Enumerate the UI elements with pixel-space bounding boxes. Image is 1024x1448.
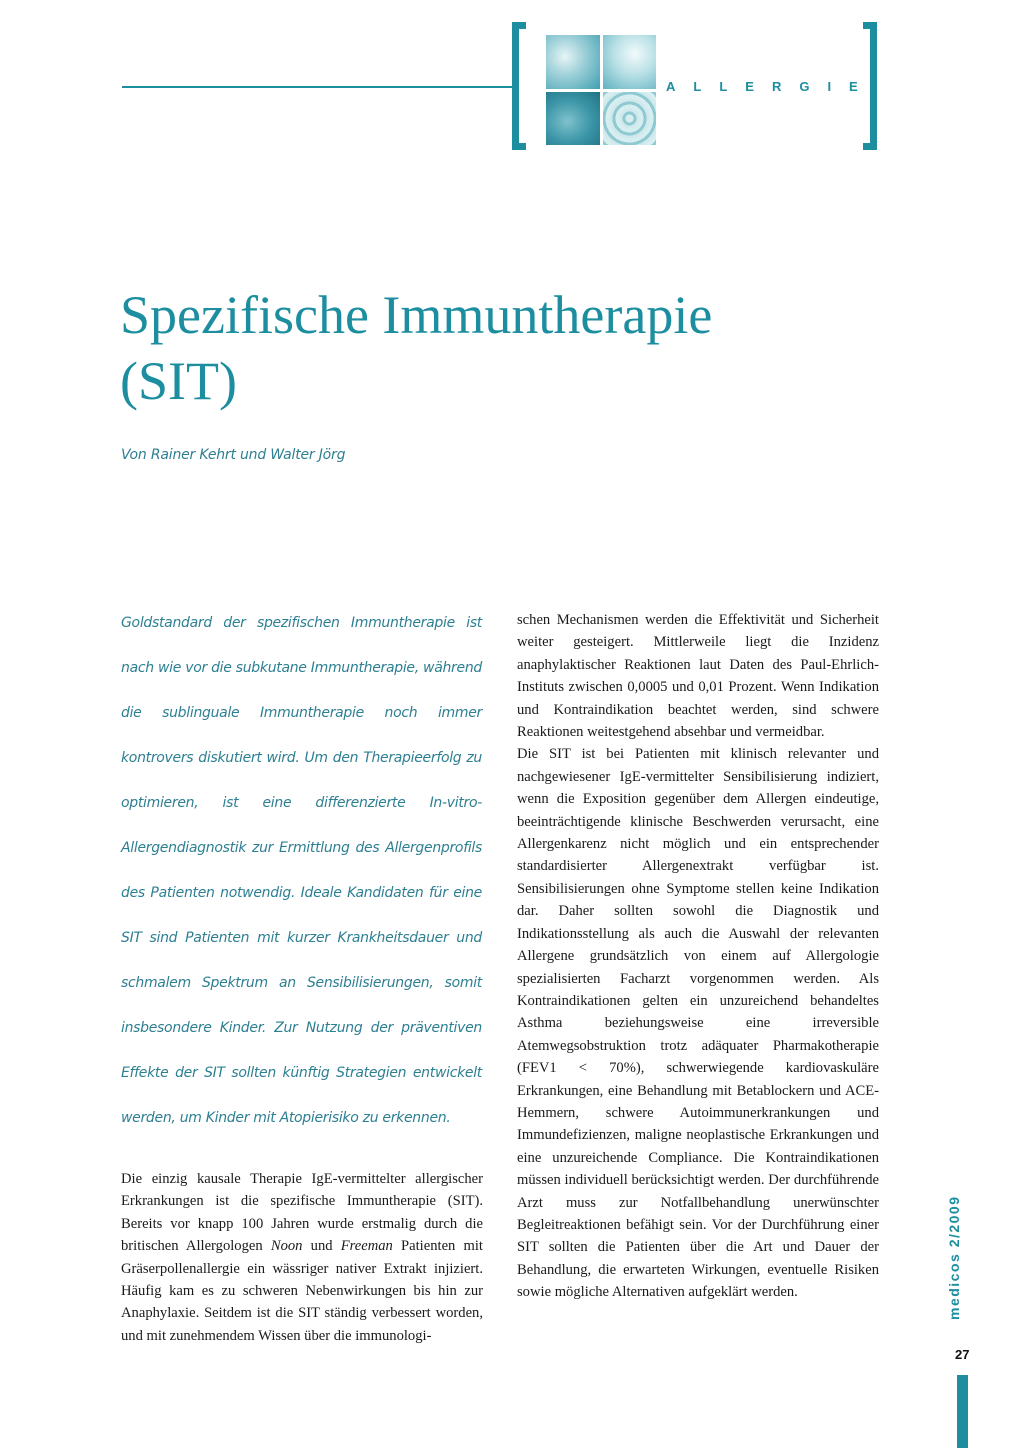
- article-title: [120, 282, 880, 414]
- author-name-freeman: Freeman: [340, 1238, 393, 1255]
- text-run: Patienten mit Gräserpollenallergie ein wässriger nativer Extrakt injiziert. Häufig kam es zu schweren Nebenwirkungen bis hin zur Anaphylaxie. Seitdem ist die SIT ständig verbessert worden, und mit zunehmendem Wissen über die immunologi-: [121, 1238, 483, 1344]
- title-line-2: (SIT): [120, 351, 237, 411]
- tissue-photo-icon: [546, 92, 600, 146]
- body-column-2: [517, 609, 879, 1304]
- page-number: 27: [955, 1347, 970, 1362]
- microscope-photo-icon: [603, 92, 657, 146]
- body-paragraph: Die SIT ist bei Patienten mit klinisch relevanter und nachgewiesener IgE-vermittelter Sensibilisierung indiziert, wenn die Exposition gegenüber dem Allergen eindeutige, beeinträchtigende klinische Beschwerden verursacht, eine Allergenkarenz nicht möglich und ein entsprechender standardisierter Allergenextrakt verfügbar ist. Sensibilisierungen ohne Symptome stellen keine Indikation dar. Daher sollten sowohl die Diagnostik und Indikationsstellung als auch die Auswahl der relevanten Allergene grundsätzlich von einem auf Allergologie spezialisierten Facharzt vorgenommen werden. Als Kontraindikationen gelten ein unzureichend behandeltes Asthma beziehungsweise eine irreversible Atemwegsobstruktion trotz adäquater Pharmakotherapie (FEV1 < 70%), schwerwiegende kardiovaskuläre Erkrankungen, eine Behandlung mit Betablockern und ACE-Hemmern, schwere Autoimmunerkrankungen und Immundefizienzen, maligne neoplastische Erkrankungen und eine unzureichende Compliance. Die Kontraindikationen müssen individuell berücksichtigt werden. Der durchführende Arzt muss zur Notfallbehandlung unerwünschter Begleitreaktionen befähigt sein. Vor der Durchführung einer SIT sollten die Patienten über die Art und Dauer der Behandlung, die erwarteten Wirkungen, eventuelle Risiken sowie mögliche Alternativen aufgeklärt werden.: [517, 746, 879, 1301]
- author-name-noon: Noon: [270, 1238, 303, 1255]
- byline: Von Rainer Kehrt und Walter Jörg: [121, 447, 346, 463]
- text-run: Die einzig kausale Therapie IgE-vermittelter allergischer Erkrankungen ist die spezifische Immuntherapie (SIT). Bereits vor knapp 100 Jahren wurde erstmalig durch die britischen Allergologen: [121, 1171, 483, 1255]
- body-column-1: [121, 1168, 483, 1347]
- header-rule: [122, 86, 516, 88]
- abstract: Goldstandard der spezifischen Immuntherapie ist nach wie vor die subkutane Immuntherapie, während die sublinguale Immuntherapie noch immer kontrovers diskutiert wird. Um den Therapieerfolg zu optimieren, ist eine differenzierte In-vitro-Allergendiagnostik zur Ermittlung des Allergenprofils des Patienten notwendig. Ideale Kandidaten für eine SIT sind Patienten mit kurzer Krankheitsdauer und schmalem Spektrum an Sensibilisierungen, somit insbesondere Kinder. Zur Nutzung der präventiven Effekte der SIT sollten künftig Strategien entwickelt werden, um Kinder mit Atopierisiko zu erkennen.: [121, 615, 482, 1126]
- text-run: und: [302, 1238, 341, 1255]
- header-image-grid: [546, 35, 656, 145]
- right-bracket: [863, 22, 877, 150]
- section-label: ALLERGIE: [666, 79, 876, 94]
- journal-issue-label: medicos 2/2009: [946, 1195, 962, 1320]
- pollen-photo-icon: [603, 35, 657, 89]
- left-bracket: [512, 22, 526, 150]
- body-paragraph: schen Mechanismen werden die Effektivität und Sicherheit weiter gesteigert. Mittlerweile liegt die Inzidenz anaphylaktischer Reaktionen laut Daten des Paul-Ehrlich-Instituts zwischen 0,0005 und 0,01 Prozent. Wenn Indikation und Kontraindikation beachtet werden, sind schwere Reaktionen weitestgehend absehbar und vermeidbar.: [517, 612, 879, 741]
- title-line-1: Spezifische Immuntherapie: [120, 285, 713, 345]
- cell-photo-icon: [546, 35, 600, 89]
- body-paragraph: [121, 1168, 483, 1347]
- page-marker-bar: [957, 1375, 968, 1448]
